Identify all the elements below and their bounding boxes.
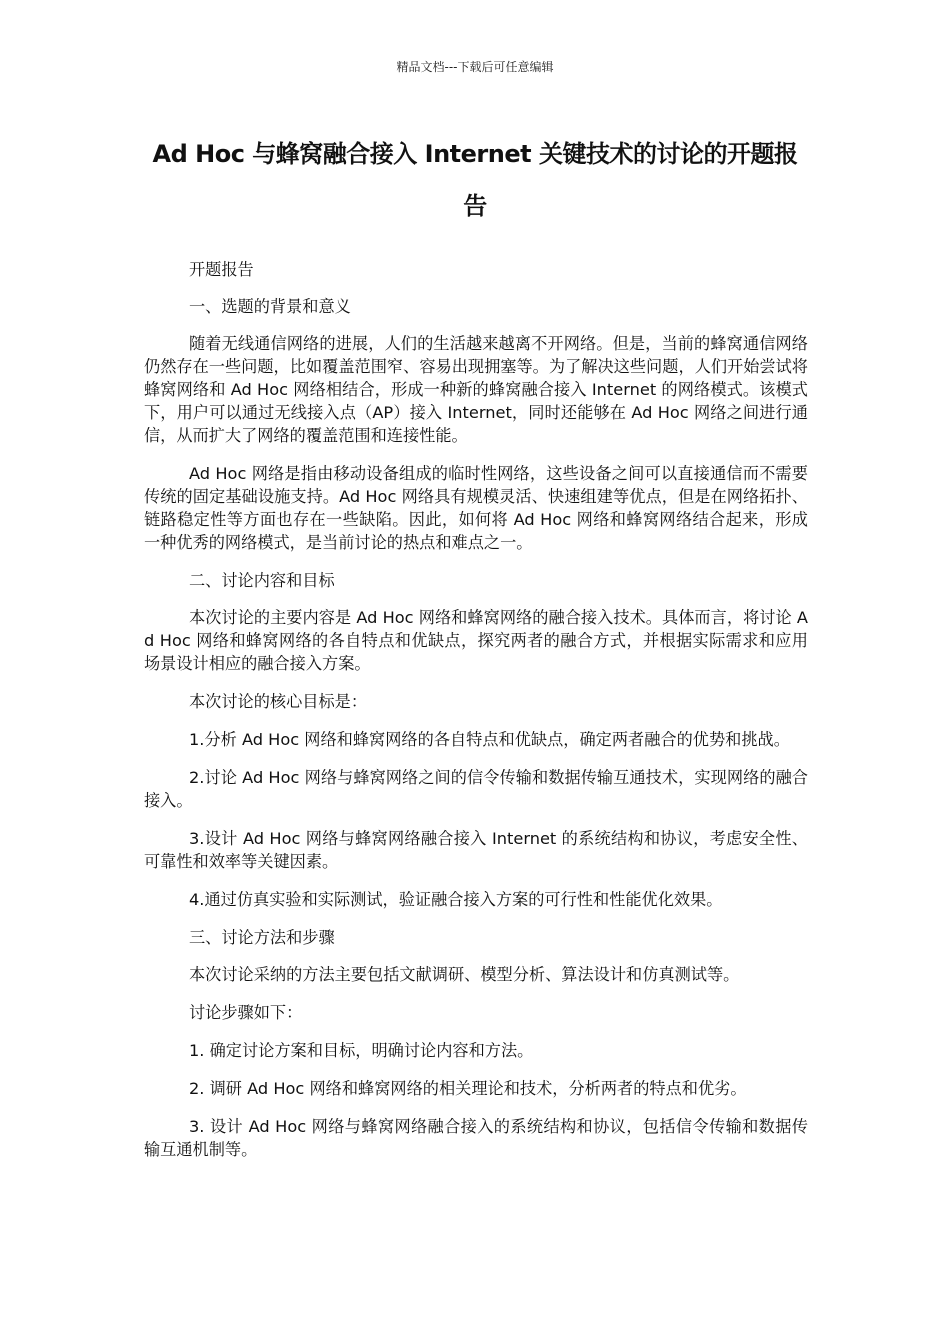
- list-item-step-1: 1. 确定讨论方案和目标，明确讨论内容和方法。: [189, 1041, 534, 1060]
- list-item-step-2: 2. 调研 Ad Hoc 网络和蜂窝网络的相关理论和技术，分析两者的特点和优劣。: [189, 1079, 747, 1098]
- paragraph-content: 本次讨论的主要内容是 Ad Hoc 网络和蜂窝网络的融合接入技术。具体而言，将讨论 Ad Hoc 网络和蜂窝网络的各自特点和优缺点，探究两者的融合方式，并根据实际需求和应用场景设计相应的融合接入方案。: [144, 608, 808, 673]
- section-heading-background: 一、选题的背景和意义: [189, 297, 351, 316]
- document-title: Ad Hoc 与蜂窝融合接入 Internet 关键技术的讨论的开题报告: [152, 140, 798, 220]
- paragraph-adhoc-intro: Ad Hoc 网络是指由移动设备组成的临时性网络，这些设备之间可以直接通信而不需要传统的固定基础设施支持。Ad Hoc 网络具有规模灵活、快速组建等优点，但是在网络拓扑、链路稳定性等方面也存在一些缺陷。因此，如何将 Ad Hoc 网络和蜂窝网络结合起来，形成一种优秀的网络模式，是当前讨论的热点和难点之一。: [144, 464, 808, 552]
- section-heading-content-goals: 二、讨论内容和目标: [189, 571, 335, 590]
- section-label-report: 开题报告: [189, 260, 254, 279]
- list-item-goal-3: 3.设计 Ad Hoc 网络与蜂窝网络融合接入 Internet 的系统结构和协议，考虑安全性、可靠性和效率等关键因素。: [144, 829, 808, 871]
- list-item-goal-1: 1.分析 Ad Hoc 网络和蜂窝网络的各自特点和优缺点，确定两者融合的优势和挑战。: [189, 730, 790, 749]
- list-item-step-3: 3. 设计 Ad Hoc 网络与蜂窝网络融合接入的系统结构和协议，包括信令传输和数据传输互通机制等。: [144, 1117, 808, 1159]
- list-item-goal-4: 4.通过仿真实验和实际测试，验证融合接入方案的可行性和性能优化效果。: [189, 890, 723, 909]
- paragraph-goals-intro: 本次讨论的核心目标是：: [189, 692, 368, 711]
- paragraph-steps-intro: 讨论步骤如下：: [189, 1003, 303, 1022]
- section-heading-methods: 三、讨论方法和步骤: [189, 928, 335, 947]
- document-body: [144, 258, 808, 1176]
- paragraph-methods: 本次讨论采纳的方法主要包括文献调研、模型分析、算法设计和仿真测试等。: [189, 965, 740, 984]
- header-note: 精品文档---下载后可任意编辑: [396, 60, 554, 74]
- list-item-goal-2: 2.讨论 Ad Hoc 网络与蜂窝网络之间的信令传输和数据传输互通技术，实现网络的融合接入。: [144, 768, 808, 810]
- paragraph-background: 随着无线通信网络的进展，人们的生活越来越离不开网络。但是，当前的蜂窝通信网络仍然存在一些问题，比如覆盖范围窄、容易出现拥塞等。为了解决这些问题，人们开始尝试将蜂窝网络和 Ad Hoc 网络相结合，形成一种新的蜂窝融合接入 Internet 的网络模式。该模式下，用户可以通过无线接入点（AP）接入 Internet，同时还能够在 Ad Hoc 网络之间进行通信，从而扩大了网络的覆盖范围和连接性能。: [144, 334, 808, 445]
